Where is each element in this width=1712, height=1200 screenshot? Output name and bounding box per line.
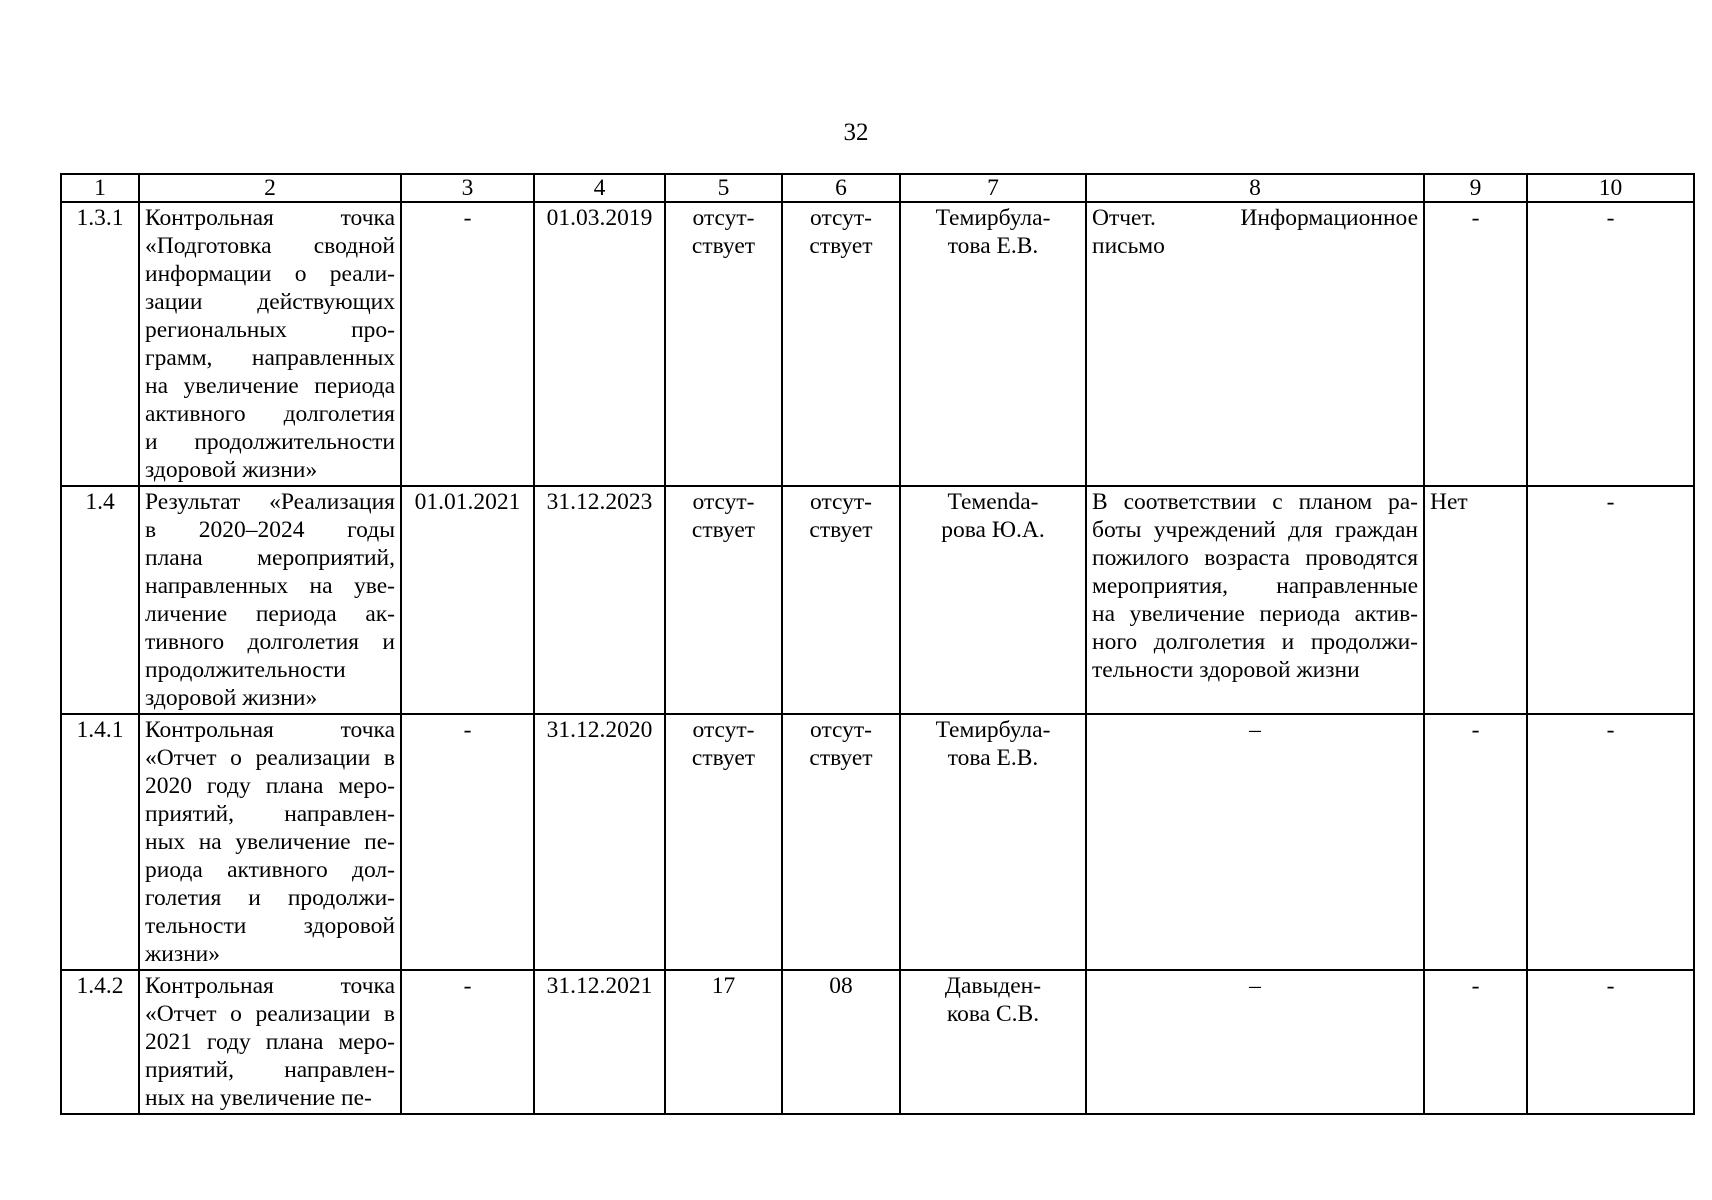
- responsible-person-line: това Е.В.: [947, 745, 1039, 771]
- notes: -: [1527, 486, 1694, 714]
- item-name-line: «Отчет о реализации в: [145, 1001, 395, 1027]
- result-description-line: –: [1249, 717, 1261, 743]
- column-header: 3: [401, 174, 534, 202]
- responsible-person-line: Темирбула-: [935, 205, 1051, 231]
- item-name-line: ных на увеличение пе-: [145, 1085, 372, 1111]
- notes: -: [1527, 714, 1694, 970]
- risk-indicator: -: [1424, 970, 1527, 1114]
- item-name-line: зации действующих: [145, 289, 395, 315]
- table-row: [61, 202, 1694, 486]
- result-description-line: боты учреждений для граждан: [1092, 517, 1418, 543]
- item-number: 1.4: [61, 486, 139, 714]
- actual-end-line: отсут-: [810, 717, 872, 743]
- actual-end-line: отсут-: [810, 205, 872, 231]
- column-header: 9: [1424, 174, 1527, 202]
- end-date: 31.12.2023: [534, 486, 665, 714]
- actual-end-line: отсут-: [810, 489, 872, 515]
- item-number: 1.3.1: [61, 202, 139, 486]
- result-description: [1086, 202, 1424, 486]
- item-name-line: ных на увеличение пе-: [145, 829, 395, 855]
- end-date: 31.12.2020: [534, 714, 665, 970]
- start-date: -: [401, 970, 534, 1114]
- column-header: 7: [900, 174, 1086, 202]
- column-header: 10: [1527, 174, 1694, 202]
- result-description: [1086, 486, 1424, 714]
- responsible-person-line: Темenda-: [947, 489, 1039, 515]
- item-name-line: «Отчет о реализации в: [145, 745, 395, 771]
- start-date: -: [401, 202, 534, 486]
- column-header: 2: [139, 174, 401, 202]
- item-name-line: Контрольная точка: [145, 205, 395, 231]
- item-name-line: тельности здоровой: [145, 913, 395, 939]
- item-name-line: грамм, направленных: [145, 345, 395, 371]
- item-name-line: и продолжительности: [145, 429, 395, 455]
- actual-start-line: 17: [711, 973, 736, 999]
- column-header: 1: [61, 174, 139, 202]
- column-header: 8: [1086, 174, 1424, 202]
- result-description-line: пожилого возраста проводятся: [1092, 545, 1418, 571]
- actual-start-line: отсут-: [692, 205, 755, 231]
- item-name-line: тивного долголетия и: [145, 629, 395, 655]
- notes: -: [1527, 202, 1694, 486]
- actual-start: [665, 202, 782, 486]
- responsible-person: [900, 714, 1086, 970]
- responsible-person: [900, 202, 1086, 486]
- column-header: 6: [782, 174, 900, 202]
- item-name-line: региональных про-: [145, 317, 395, 343]
- item-name-line: направленных на уве-: [145, 573, 395, 599]
- item-name: [139, 714, 401, 970]
- item-number: 1.4.1: [61, 714, 139, 970]
- responsible-person-line: Давыден-: [944, 973, 1042, 999]
- item-name-line: 2020 году плана меро-: [145, 773, 395, 799]
- item-name-line: продолжительности: [145, 657, 346, 683]
- result-description-line: ного долголетия и продолжи-: [1092, 629, 1418, 655]
- actual-start: [665, 714, 782, 970]
- item-name-line: приятий, направлен-: [145, 801, 395, 827]
- responsible-person-line: това Е.В.: [947, 233, 1039, 259]
- item-name-line: «Подготовка сводной: [145, 233, 395, 259]
- table-row: [61, 970, 1694, 1114]
- result-description-line: письмо: [1092, 233, 1165, 259]
- item-name-line: 2021 году плана меро-: [145, 1029, 395, 1055]
- actual-end: [782, 970, 900, 1114]
- actual-end: [782, 202, 900, 486]
- risk-indicator: -: [1424, 714, 1527, 970]
- actual-end-line: ствует: [809, 745, 873, 771]
- item-name-line: Контрольная точка: [145, 973, 395, 999]
- result-description-line: –: [1249, 973, 1261, 999]
- end-date: 31.12.2021: [534, 970, 665, 1114]
- column-header: 5: [665, 174, 782, 202]
- risk-indicator: -: [1424, 202, 1527, 486]
- item-name-line: плана мероприятий,: [145, 545, 395, 571]
- item-name-line: приятий, направлен-: [145, 1057, 395, 1083]
- table-row: [61, 714, 1694, 970]
- actual-end: [782, 714, 900, 970]
- item-number: 1.4.2: [61, 970, 139, 1114]
- item-name-line: личение периода ак-: [145, 601, 395, 627]
- responsible-person-line: Темирбула-: [935, 717, 1051, 743]
- page-number: 32: [843, 119, 869, 146]
- notes: -: [1527, 970, 1694, 1114]
- responsible-person-line: рова Ю.А.: [941, 517, 1045, 543]
- actual-end-line: 08: [829, 973, 853, 999]
- result-description: [1086, 970, 1424, 1114]
- responsible-person: [900, 970, 1086, 1114]
- actual-start-line: отсут-: [692, 717, 755, 743]
- responsible-person: [900, 486, 1086, 714]
- item-name-line: здоровой жизни»: [145, 457, 318, 483]
- item-name-line: здоровой жизни»: [145, 685, 318, 711]
- start-date: -: [401, 714, 534, 970]
- risk-indicator: Нет: [1424, 486, 1527, 714]
- table-row: [61, 486, 1694, 714]
- item-name-line: Контрольная точка: [145, 717, 395, 743]
- item-name-line: информации о реали-: [145, 261, 395, 287]
- responsible-person-line: кова С.В.: [946, 1001, 1040, 1027]
- result-description-line: тельности здоровой жизни: [1092, 657, 1360, 683]
- actual-end-line: ствует: [809, 233, 873, 259]
- result-description-line: мероприятия, направленные: [1092, 573, 1418, 599]
- item-name-line: риода активного дол-: [145, 857, 395, 883]
- header-row: [61, 174, 1694, 202]
- item-name-line: Результат «Реализация: [145, 489, 395, 515]
- actual-start: [665, 486, 782, 714]
- actual-start-line: отсут-: [692, 489, 755, 515]
- item-name-line: в 2020–2024 годы: [145, 517, 395, 543]
- column-header: 4: [534, 174, 665, 202]
- control-points-table: [60, 173, 1695, 1115]
- item-name-line: жизни»: [145, 941, 220, 967]
- result-description: [1086, 714, 1424, 970]
- actual-end-line: ствует: [809, 517, 873, 543]
- item-name: [139, 486, 401, 714]
- result-description-line: на увеличение периода актив-: [1092, 601, 1418, 627]
- end-date: 01.03.2019: [534, 202, 665, 486]
- actual-start-line: ствует: [691, 745, 756, 771]
- item-name-line: голетия и продолжи-: [145, 885, 395, 911]
- item-name-line: активного долголетия: [145, 401, 395, 427]
- item-name: [139, 970, 401, 1114]
- item-name-line: на увеличение периода: [145, 373, 395, 399]
- actual-start-line: ствует: [691, 517, 756, 543]
- start-date: 01.01.2021: [401, 486, 534, 714]
- actual-start: [665, 970, 782, 1114]
- result-description-line: В соответствии с планом ра-: [1092, 489, 1418, 515]
- result-description-line: Отчет. Информационное: [1092, 205, 1418, 231]
- actual-end: [782, 486, 900, 714]
- item-name: [139, 202, 401, 486]
- actual-start-line: ствует: [691, 233, 756, 259]
